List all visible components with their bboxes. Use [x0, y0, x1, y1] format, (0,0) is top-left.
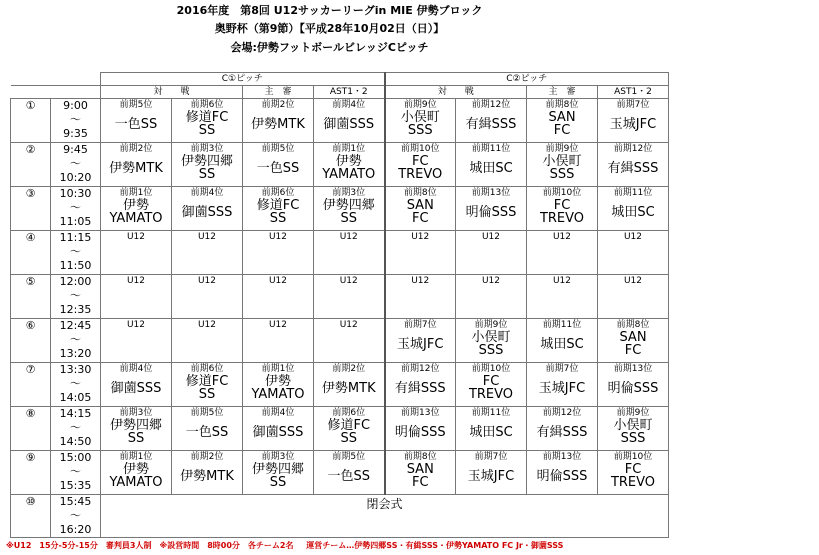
match-cell	[385, 407, 456, 451]
team-rank: 前期1位	[261, 364, 295, 374]
match-cell	[527, 275, 598, 319]
match-number: ⑤	[11, 275, 51, 319]
time-end: 16:20	[59, 523, 92, 536]
match-number: ①	[11, 99, 51, 143]
team-rank: 前期7位	[403, 320, 437, 330]
team-name: 御薗SSS	[323, 117, 375, 132]
match-cell	[101, 319, 172, 363]
time-end: 14:50	[59, 435, 92, 448]
team-rank: 前期2位	[261, 100, 295, 110]
match-cell	[172, 187, 243, 231]
match-cell	[456, 407, 527, 451]
match-cell	[314, 143, 385, 187]
match-cell	[243, 319, 314, 363]
time-tilde: ～	[70, 465, 81, 478]
match-cell	[314, 275, 385, 319]
u12-label: U12	[268, 276, 288, 286]
team-name: 伊勢 YAMATO	[322, 154, 376, 182]
schedule-row	[11, 143, 669, 187]
time-tilde: ～	[70, 333, 81, 346]
match-cell	[385, 187, 456, 231]
team-name: 明倫SSS	[536, 469, 588, 484]
team-rank: 前期7位	[616, 100, 650, 110]
time-tilde: ～	[70, 157, 81, 170]
team-rank: 前期9位	[474, 320, 508, 330]
match-cell	[598, 99, 669, 143]
time-end: 14:05	[59, 391, 92, 404]
time-start: 15:45	[59, 495, 92, 508]
time-end: 12:35	[59, 303, 92, 316]
time-tilde: ～	[70, 377, 81, 390]
team-name: 伊勢 YAMATO	[251, 374, 305, 402]
time-tilde: ～	[70, 245, 81, 258]
match-cell	[456, 187, 527, 231]
match-cell	[527, 231, 598, 275]
match-cell	[172, 363, 243, 407]
team-name: 玉城JFC	[467, 469, 515, 484]
match-cell	[243, 231, 314, 275]
team-rank: 前期1位	[332, 144, 366, 154]
u12-label: U12	[411, 232, 430, 242]
time-start: 10:30	[59, 187, 92, 200]
match-cell	[172, 143, 243, 187]
match-cell	[456, 363, 527, 407]
team-rank: 前期4位	[332, 100, 366, 110]
venue-title: 会場:伊勢フットボールビレッジCピッチ	[230, 41, 429, 54]
match-number: ④	[11, 231, 51, 275]
match-number: ⑥	[11, 319, 51, 363]
team-name: 玉城JFC	[609, 117, 657, 132]
u12-label: U12	[339, 276, 358, 286]
team-name: 明倫SSS	[465, 205, 517, 220]
team-rank: 前期5位	[119, 100, 153, 110]
match-cell	[385, 363, 456, 407]
time-start: 15:00	[59, 451, 92, 464]
match-number: ⑨	[11, 451, 51, 495]
u12-label: U12	[339, 320, 358, 330]
time-slot	[51, 319, 101, 363]
match-cell	[598, 143, 669, 187]
team-rank: 前期9位	[403, 100, 437, 110]
ast-label: AST1・2	[314, 86, 385, 99]
time-start: 9:45	[63, 143, 88, 156]
team-name: 御薗SSS	[252, 425, 304, 440]
time-start: 14:15	[59, 407, 92, 420]
team-rank: 前期13位	[542, 452, 582, 462]
u12-label: U12	[623, 276, 643, 286]
team-name: SAN FC	[548, 110, 576, 138]
team-name: 伊勢MTK	[251, 117, 305, 132]
match-cell	[527, 99, 598, 143]
time-end: 9:35	[63, 127, 88, 140]
match-number: ⑦	[11, 363, 51, 407]
schedule-row	[11, 451, 669, 495]
match-cell	[243, 99, 314, 143]
match-cell	[598, 363, 669, 407]
u12-label: U12	[623, 232, 643, 242]
team-rank: 前期4位	[119, 364, 153, 374]
team-rank: 前期13位	[471, 188, 511, 198]
team-rank: 前期3位	[119, 408, 153, 418]
time-start: 11:15	[59, 231, 92, 244]
u12-label: U12	[197, 232, 217, 242]
time-tilde: ～	[70, 509, 81, 522]
time-slot	[51, 407, 101, 451]
match-cell	[172, 231, 243, 275]
team-rank: 前期13位	[613, 364, 653, 374]
match-cell	[172, 451, 243, 495]
match-cell	[598, 187, 669, 231]
team-rank: 前期7位	[474, 452, 508, 462]
match-cell	[598, 319, 669, 363]
team-name: 一色SS	[114, 117, 158, 132]
match-cell	[385, 231, 456, 275]
time-tilde: ～	[70, 113, 81, 126]
team-name: 伊勢四郷 SS	[180, 154, 233, 182]
team-name: 伊勢四郷 SS	[322, 198, 375, 226]
footer-note-operators: 運営チーム…伊勢四郷SS・有緝SSS・伊勢YAMATO FC Jr・御薗SSS	[306, 541, 564, 550]
team-rank: 前期11位	[471, 144, 511, 154]
match-cell	[385, 99, 456, 143]
schedule-row	[11, 275, 669, 319]
team-rank: 前期12位	[401, 364, 440, 374]
match-cell	[101, 363, 172, 407]
match-number: ③	[11, 187, 51, 231]
time-slot	[51, 495, 101, 538]
match-cell	[101, 451, 172, 495]
team-rank: 前期3位	[261, 452, 295, 462]
match-cell	[172, 99, 243, 143]
team-name: 一色SS	[327, 469, 370, 484]
team-rank: 前期11位	[613, 188, 653, 198]
time-end: 15:35	[59, 479, 92, 492]
team-rank: 前期8位	[403, 452, 437, 462]
match-cell	[243, 187, 314, 231]
team-name: 有緝SSS	[607, 161, 659, 176]
team-name: SAN FC	[406, 198, 434, 226]
team-rank: 前期8位	[403, 188, 437, 198]
team-rank: 前期8位	[616, 320, 650, 330]
team-rank: 前期5位	[332, 452, 366, 462]
match-cell	[101, 275, 172, 319]
time-tilde: ～	[70, 201, 81, 214]
match-cell	[598, 275, 669, 319]
footer-note-rules: ※U12 15分-5分-15分 審判員3人制 ※設営時間 8時00分 各チーム2名	[6, 541, 294, 550]
schedule-table	[10, 72, 669, 538]
match-cell	[314, 231, 385, 275]
match-cell	[527, 187, 598, 231]
team-rank: 前期12位	[542, 408, 582, 418]
time-slot	[51, 143, 101, 187]
u12-label: U12	[268, 320, 288, 330]
time-slot	[51, 275, 101, 319]
time-end: 13:20	[59, 347, 92, 360]
schedule-row	[11, 363, 669, 407]
team-rank: 前期12位	[613, 144, 653, 154]
team-rank: 前期11位	[471, 408, 511, 418]
u12-label: U12	[268, 232, 288, 242]
closing-ceremony: 閉会式	[101, 495, 669, 538]
schedule-row	[11, 495, 669, 538]
team-name: 小俣町 SSS	[400, 110, 440, 138]
match-cell	[172, 407, 243, 451]
team-name: 城田SC	[611, 205, 655, 220]
team-rank: 前期6位	[190, 364, 224, 374]
match-label: 対 戦	[385, 86, 527, 99]
team-name: SAN FC	[406, 462, 434, 490]
team-rank: 前期10位	[613, 452, 653, 462]
time-end: 11:50	[59, 259, 92, 272]
header-blank	[11, 86, 101, 99]
team-rank: 前期6位	[190, 100, 224, 110]
team-name: 修道FC SS	[327, 418, 371, 446]
match-number: ⑧	[11, 407, 51, 451]
time-slot	[51, 187, 101, 231]
match-cell	[243, 451, 314, 495]
schedule-row	[11, 231, 669, 275]
header-blank	[11, 73, 101, 86]
match-cell	[527, 319, 598, 363]
u12-label: U12	[481, 276, 501, 286]
time-start: 12:45	[59, 319, 92, 332]
team-rank: 前期13位	[401, 408, 440, 418]
team-name: 玉城JFC	[397, 337, 444, 352]
match-cell	[385, 143, 456, 187]
team-name: 明倫SSS	[394, 425, 446, 440]
match-cell	[527, 143, 598, 187]
pitch-c2-header: C②ピッチ	[385, 73, 669, 86]
footer-notes	[6, 540, 573, 551]
match-cell	[527, 407, 598, 451]
schedule-row	[11, 187, 669, 231]
match-number: ⑩	[11, 495, 51, 538]
team-name: 城田SC	[540, 337, 584, 352]
match-cell	[456, 231, 527, 275]
match-cell	[456, 143, 527, 187]
team-name: 城田SC	[469, 161, 513, 176]
u12-label: U12	[552, 276, 572, 286]
match-cell	[314, 319, 385, 363]
match-cell	[314, 407, 385, 451]
match-cell	[456, 319, 527, 363]
pitch-c1-header: C①ピッチ	[101, 73, 385, 86]
u12-label: U12	[197, 276, 217, 286]
team-name: 伊勢四郷 SS	[109, 418, 162, 446]
schedule-row	[11, 407, 669, 451]
team-name: FC TREVO	[539, 198, 585, 226]
team-name: 小俣町 SSS	[542, 154, 582, 182]
match-cell	[172, 319, 243, 363]
team-rank: 前期9位	[545, 144, 579, 154]
team-rank: 前期6位	[261, 188, 295, 198]
time-end: 10:20	[59, 171, 92, 184]
team-name: 修道FC SS	[185, 374, 229, 402]
match-cell	[456, 275, 527, 319]
u12-label: U12	[552, 232, 572, 242]
match-cell	[598, 407, 669, 451]
team-name: 城田SC	[469, 425, 513, 440]
team-rank: 前期1位	[119, 188, 153, 198]
match-cell	[243, 143, 314, 187]
team-rank: 前期4位	[190, 188, 224, 198]
team-name: FC TREVO	[468, 374, 514, 402]
match-cell	[101, 143, 172, 187]
u12-label: U12	[411, 276, 430, 286]
match-cell	[527, 451, 598, 495]
u12-label: U12	[126, 276, 146, 286]
match-cell	[101, 187, 172, 231]
time-start: 9:00	[63, 99, 88, 112]
u12-label: U12	[126, 320, 146, 330]
schedule-row	[11, 319, 669, 363]
team-name: 伊勢MTK	[109, 161, 163, 176]
time-start: 13:30	[59, 363, 92, 376]
team-name: 小俣町 SSS	[471, 330, 511, 358]
time-start: 12:00	[59, 275, 92, 288]
time-slot	[51, 231, 101, 275]
team-rank: 前期10位	[542, 188, 582, 198]
team-name: 有緝SSS	[465, 117, 517, 132]
team-name: 玉城JFC	[538, 381, 586, 396]
match-cell	[243, 363, 314, 407]
team-name: 御薗SSS	[110, 381, 162, 396]
match-cell	[243, 275, 314, 319]
match-cell	[314, 99, 385, 143]
team-name: 伊勢MTK	[180, 469, 234, 484]
team-rank: 前期8位	[545, 100, 579, 110]
match-cell	[243, 407, 314, 451]
time-slot	[51, 363, 101, 407]
u12-label: U12	[481, 232, 501, 242]
time-slot	[51, 99, 101, 143]
match-cell	[101, 407, 172, 451]
u12-label: U12	[197, 320, 217, 330]
team-rank: 前期5位	[190, 408, 224, 418]
referee-label: 主 審	[527, 86, 598, 99]
time-slot	[51, 451, 101, 495]
team-name: 伊勢MTK	[321, 381, 376, 396]
match-cell	[598, 231, 669, 275]
page-subtitle: 奥野杯（第9節）【平成28年10月02日（日）】	[214, 22, 445, 35]
match-cell	[314, 363, 385, 407]
match-label: 対 戦	[101, 86, 243, 99]
team-rank: 前期7位	[545, 364, 579, 374]
team-name: SAN FC	[619, 330, 647, 358]
team-rank: 前期2位	[332, 364, 366, 374]
match-cell	[314, 187, 385, 231]
time-end: 11:05	[59, 215, 92, 228]
team-name: FC TREVO	[610, 462, 656, 490]
team-rank: 前期10位	[471, 364, 511, 374]
match-cell	[456, 451, 527, 495]
team-rank: 前期1位	[119, 452, 153, 462]
team-name: 有緝SSS	[536, 425, 588, 440]
match-cell	[172, 275, 243, 319]
team-rank: 前期11位	[542, 320, 582, 330]
match-cell	[456, 99, 527, 143]
team-rank: 前期3位	[332, 188, 366, 198]
team-name: 一色SS	[256, 161, 300, 176]
time-tilde: ～	[70, 421, 81, 434]
team-name: 一色SS	[185, 425, 229, 440]
time-tilde: ～	[70, 289, 81, 302]
team-rank: 前期2位	[190, 452, 224, 462]
team-rank: 前期5位	[261, 144, 295, 154]
match-cell	[385, 275, 456, 319]
team-rank: 前期10位	[401, 144, 440, 154]
team-name: 修道FC SS	[256, 198, 300, 226]
team-rank: 前期9位	[616, 408, 650, 418]
match-cell	[527, 363, 598, 407]
team-name: FC TREVO	[398, 154, 443, 182]
team-rank: 前期3位	[190, 144, 224, 154]
u12-label: U12	[126, 232, 146, 242]
team-name: 有緝SSS	[394, 381, 446, 396]
team-name: 修道FC SS	[185, 110, 229, 138]
match-cell	[101, 99, 172, 143]
match-number: ②	[11, 143, 51, 187]
team-name: 小俣町 SSS	[613, 418, 653, 446]
team-name: 御薗SSS	[181, 205, 233, 220]
team-name: 伊勢 YAMATO	[109, 462, 163, 490]
referee-label: 主 審	[243, 86, 314, 99]
team-name: 明倫SSS	[607, 381, 659, 396]
team-rank: 前期2位	[119, 144, 153, 154]
u12-label: U12	[339, 232, 358, 242]
schedule-row	[11, 99, 669, 143]
team-name: 伊勢 YAMATO	[109, 198, 163, 226]
match-cell	[101, 231, 172, 275]
team-rank: 前期4位	[261, 408, 295, 418]
match-cell	[385, 319, 456, 363]
ast-label: AST1・2	[598, 86, 669, 99]
team-rank: 前期12位	[471, 100, 511, 110]
team-name: 伊勢四郷 SS	[251, 462, 304, 490]
match-cell	[598, 451, 669, 495]
match-cell	[385, 451, 456, 495]
team-rank: 前期6位	[332, 408, 366, 418]
match-cell	[314, 451, 385, 495]
page-title: 2016年度 第8回 U12サッカーリーグin MIE 伊勢ブロック	[176, 4, 483, 17]
